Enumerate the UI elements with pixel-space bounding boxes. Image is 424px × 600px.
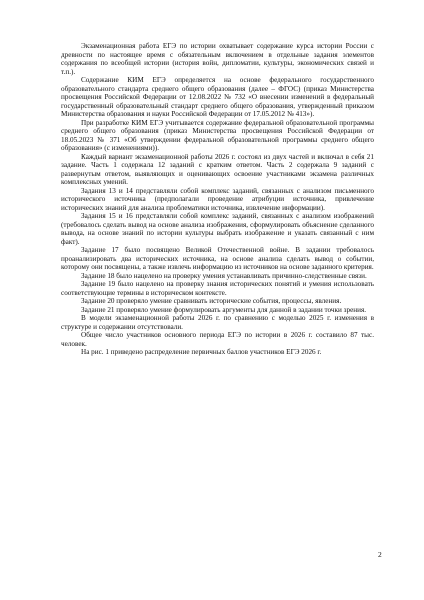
paragraph-figure-reference: На рис. 1 приведено распределение первичных баллов участников ЕГЭ 2026 г. (81, 348, 322, 356)
paragraph-kim-content: Содержание КИМ ЕГЭ определяется на основе федерального государственного образовательного стандарта среднего общего образования (далее – ФГОС) (приказ Министерства просвещения Российской Федерации от 12.08.2022 № 732 «О внесении изменений в федеральный государственный образовательный стандарт среднего общего образования, утвержденный приказом Министерства образования и науки Российской Федерации от 17.05.2012 № 413»). (61, 76, 374, 118)
document-body (61, 42, 374, 357)
page-number: 2 (378, 550, 382, 559)
paragraph-exam-scope: Экзаменационная работа ЕГЭ по истории охватывает содержание курса истории России с древности по настоящее время с обязательным включением в отдельные задания элементов содержания по всеобщей истории (история войн, дипломатии, культуры, экономических связей и т.п.). (61, 42, 374, 76)
paragraph-task-17: Задание 17 было посвящено Великой Отечественной войне. В задании требовалось проанализировать два исторических источника, на основе анализа сделать вывод о событии, которому они посвящены, а также извлечь информацию из источников на основе заданного критерия. (61, 246, 374, 271)
paragraph-participants: Общее число участников основного периода ЕГЭ по истории в 2026 г. составило 87 тыс. человек. (61, 331, 374, 348)
paragraph-tasks-15-16: Задания 15 и 16 представляли собой комплекс заданий, связанных с анализом изображений (требовалось сделать вывод на основе анализа изображения, сформулировать объяснение сделанного вывода, на основе знаний по истории культуры выбрать изображение и указать связанный с ним факт). (61, 212, 374, 246)
paragraph-task-21: Задание 21 проверяло умение формулировать аргументы для данной в задании точки зрения. (81, 305, 367, 314)
paragraph-task-18: Задание 18 было нацелено на проверку умения устанавливать причинно-следственные связи. (81, 271, 367, 280)
paragraph-variant-structure: Каждый вариант экзаменационной работы 2026 г. состоял из двух частей и включал в себя 21 задание. Часть 1 содержала 12 заданий с кратким ответом. Часть 2 содержала 9 заданий с развернутым ответом, выявляющих и оценивающих освоение участниками экзамена различных комплексных умений. (61, 152, 374, 186)
paragraph-task-20: Задание 20 проверяло умение сравнивать исторические события, процессы, явления. (81, 297, 342, 305)
paragraph-model-changes: В модели экзаменационной работы 2026 г. по сравнению с моделью 2025 г. изменения в структуре и содержании отсутствовали. (61, 314, 374, 331)
paragraph-federal-program: При разработке КИМ ЕГЭ учитывается содержание федеральной образовательной программы среднего общего образования (приказ Министерства просвещения Российской Федерации от 18.05.2023 № 371 «Об утверждении федеральной образовательной программы среднего общего образования» (с изменениями)). (61, 118, 374, 152)
paragraph-task-19: Задание 19 было нацелено на проверку знания исторических понятий и умения использовать соответствующие термины в историческом контексте. (61, 280, 374, 297)
paragraph-tasks-13-14: Задания 13 и 14 представляли собой комплекс заданий, связанных с анализом письменного исторического источника (предполагали проведение атрибуции источника, привлечение исторических знаний для анализа проблематики источника, извлечение информации). (61, 186, 374, 212)
